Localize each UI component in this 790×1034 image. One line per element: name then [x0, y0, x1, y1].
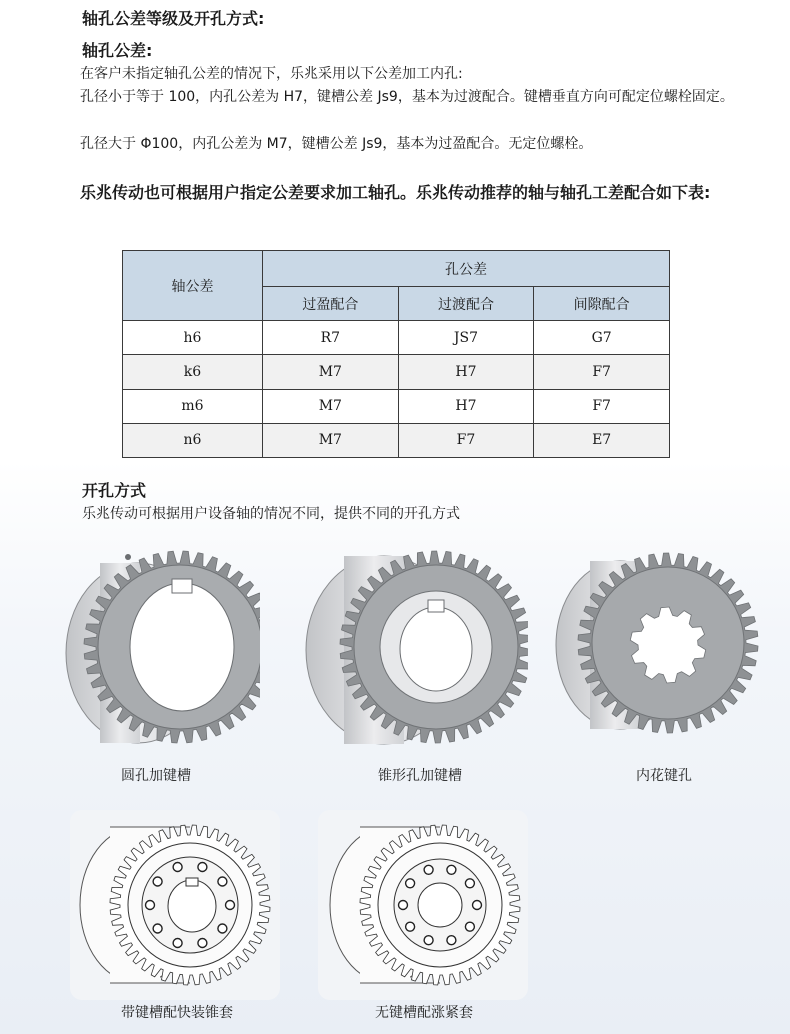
bolt-icon [218, 924, 227, 933]
recommend-intro: 乐兆传动也可根据用户指定公差要求加工轴孔。乐兆传动推荐的轴与轴孔工差配合如下表: [80, 183, 711, 202]
bore-section-title: 开孔方式 [82, 481, 147, 500]
bolt-icon [465, 922, 474, 931]
keyless-expansion-sleeve-image [318, 810, 528, 1000]
round-bore-keyway-image [50, 535, 260, 755]
table-row [123, 423, 670, 457]
table-row [123, 389, 670, 423]
table-cell: E7 [534, 423, 670, 457]
table-cell: M7 [263, 355, 399, 389]
hole-tolerance-header: 孔公差 [263, 251, 670, 287]
bolt-icon [424, 936, 433, 945]
bolt-icon [198, 939, 207, 948]
section-subtitle: 轴孔公差: [82, 41, 153, 60]
table-cell: R7 [263, 321, 399, 355]
table-cell: F7 [398, 423, 534, 457]
bolt-icon [406, 922, 415, 931]
caption-spline-bore: 内花键孔 [636, 768, 692, 784]
table-cell: G7 [534, 321, 670, 355]
shaft-tolerance-header: 轴公差 [123, 251, 263, 321]
table-row [123, 355, 670, 389]
shaft-cell: h6 [123, 321, 263, 355]
transition-fit-header: 过渡配合 [398, 287, 534, 321]
bolt-icon [447, 865, 456, 874]
bolt-icon [146, 901, 155, 910]
table-cell: M7 [263, 423, 399, 457]
caption-taper-sleeve: 带键槽配快装锥套 [121, 1005, 233, 1021]
bolt-icon [399, 901, 408, 910]
shaft-cell: m6 [123, 389, 263, 423]
bolt-icon [226, 901, 235, 910]
clearance-fit-header: 间隙配合 [534, 287, 670, 321]
bolt-icon [153, 924, 162, 933]
bolt-icon [406, 879, 415, 888]
caption-expansion-sleeve: 无键槽配涨紧套 [375, 1005, 473, 1021]
table-row [123, 321, 670, 355]
table-cell: JS7 [398, 321, 534, 355]
bolt-icon [198, 863, 207, 872]
table-cell: M7 [263, 389, 399, 423]
paragraph-large-bore: 孔径大于 Φ100，内孔公差为 M7，键槽公差 Js9，基本为过盈配合。无定位螺栓。 [80, 136, 593, 152]
paragraph-default-tolerance: 在客户未指定轴孔公差的情况下，乐兆采用以下公差加工内孔: [80, 66, 463, 82]
bolt-icon [473, 901, 482, 910]
bolt-icon [173, 863, 182, 872]
bore-section-desc: 乐兆传动可根据用户设备轴的情况不同，提供不同的开孔方式 [82, 506, 460, 522]
bolt-icon [465, 879, 474, 888]
table-cell: F7 [534, 389, 670, 423]
table-cell: H7 [398, 389, 534, 423]
internal-spline-bore-image [550, 535, 760, 755]
paragraph-small-bore: 孔径小于等于 100，内孔公差为 H7，键槽公差 Js9，基本为过渡配合。键槽垂直方向可配定位螺栓固定。 [80, 89, 734, 105]
tapered-bore-keyway-image [298, 535, 528, 755]
caption-tapered-bore: 锥形孔加键槽 [378, 768, 462, 784]
section-title: 轴孔公差等级及开孔方式: [82, 9, 265, 28]
bolt-icon [218, 877, 227, 886]
shaft-cell: k6 [123, 355, 263, 389]
bolt-icon [424, 865, 433, 874]
table-cell: F7 [534, 355, 670, 389]
bolt-icon [447, 936, 456, 945]
tolerance-table [122, 250, 670, 458]
table-cell: H7 [398, 355, 534, 389]
shaft-cell: n6 [123, 423, 263, 457]
interference-fit-header: 过盈配合 [263, 287, 399, 321]
bolt-icon [153, 877, 162, 886]
bolt-icon [173, 939, 182, 948]
keyway-taper-sleeve-image [70, 810, 280, 1000]
caption-round-bore: 圆孔加键槽 [121, 768, 191, 784]
